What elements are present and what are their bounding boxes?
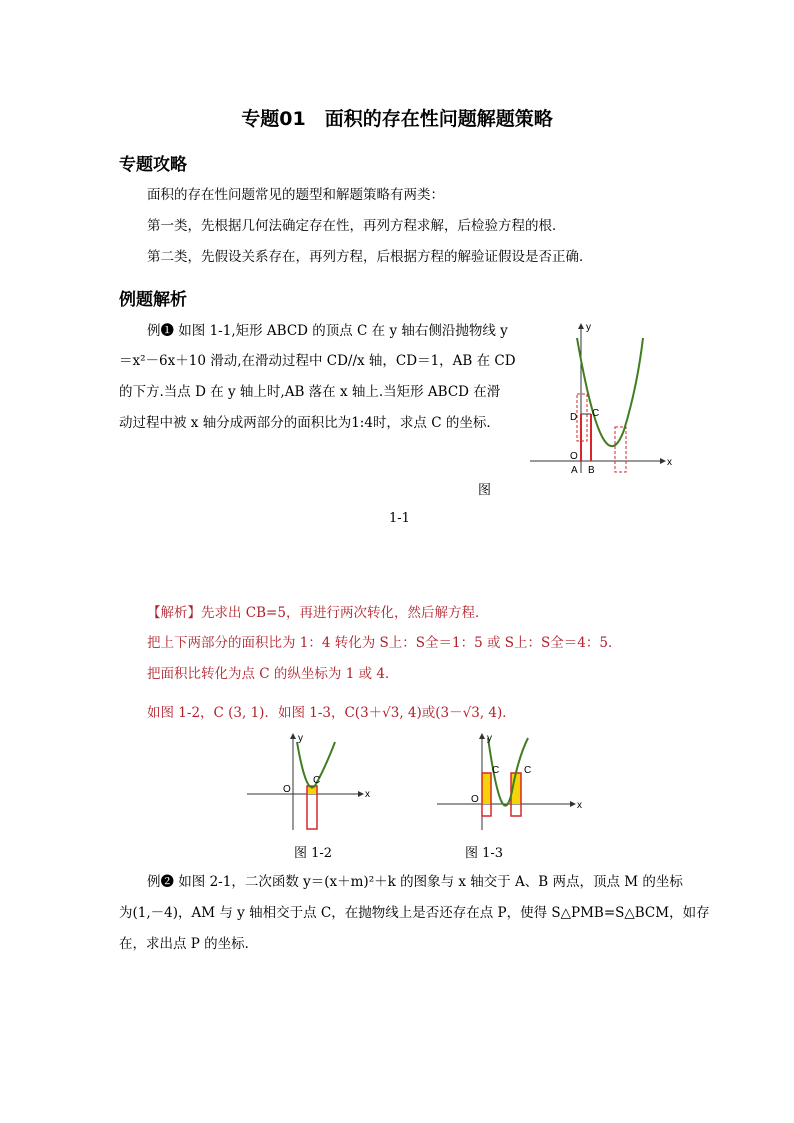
figure-1-2-caption: 图 1-2 — [294, 846, 333, 861]
example1-line-3: 的下方.当点 D 在 y 轴上时,AB 落在 x 轴上.当矩形 ABCD 在滑 — [119, 384, 501, 400]
label-c: C — [313, 775, 321, 786]
figure-1-1 — [525, 318, 675, 480]
label-a: A — [571, 465, 578, 476]
figure-1-1-caption-a: 图 — [478, 483, 492, 498]
strategy-line-3: 第二类，先假设关系存在，再列方程，后根据方程的解验证假设是否正确． — [147, 249, 593, 265]
figure-1-3-caption: 图 1-3 — [465, 846, 504, 861]
label-b: B — [588, 465, 595, 476]
example1-line-4: 动过程中被 x 轴分成两部分的面积比为1:4时，求点 C 的坐标． — [119, 415, 500, 431]
example1-line-2: ＝x²－6x＋10 滑动,在滑动过程中 CD//x 轴，CD＝1，AB 在 CD — [119, 353, 516, 369]
example1-line-1: 例❶ 如图 1-1,矩形 ABCD 的顶点 C 在 y 轴右侧沿抛物线 y — [147, 323, 508, 339]
label-y: y — [487, 733, 492, 744]
label-c-right: C — [524, 765, 532, 776]
label-y: y — [586, 322, 591, 333]
label-x: x — [577, 800, 582, 811]
label-o: O — [570, 451, 578, 462]
page-title: 专题01 面积的存在性问题解题策略 — [241, 108, 553, 130]
solution-line-3: 把面积比转化为点 C 的纵坐标为 1 或 4． — [147, 666, 399, 682]
figure-1-3 — [435, 730, 585, 834]
figure-1-2 — [245, 730, 375, 834]
section-heading-strategy: 专题攻略 — [119, 155, 187, 175]
example2-line-2: 为(1,－4)，AM 与 y 轴相交于点 C，在抛物线上是否还存在点 P，使得 S△PMB=S△BCM，如存 — [119, 905, 710, 921]
label-x: x — [667, 457, 672, 468]
yellow-region-left — [482, 773, 491, 804]
figure-1-1-caption-b: 1-1 — [389, 511, 410, 526]
label-x: x — [365, 789, 370, 800]
strategy-line-1: 面积的存在性问题常见的题型和解题策略有两类： — [147, 187, 444, 203]
section-heading-examples: 例题解析 — [119, 290, 187, 310]
label-c-left: C — [492, 765, 500, 776]
label-c: C — [592, 408, 600, 419]
strategy-line-2: 第一类，先根据几何法确定存在性，再列方程求解，后检验方程的根． — [147, 218, 566, 234]
solution-line-4: 如图 1-2，C (3, 1)．如图 1-3，C(3＋√3, 4)或(3－√3, 4)． — [147, 705, 516, 721]
example2-line-3: 在，求出点 P 的坐标． — [119, 936, 259, 952]
label-y: y — [298, 733, 303, 744]
dashed-rect-right — [615, 427, 626, 472]
solution-line-2: 把上下两部分的面积比为 1：4 转化为 S上：S全＝1：5 或 S上：S全＝4：5． — [147, 635, 622, 651]
label-d: D — [570, 412, 578, 423]
solution-line-1: 【解析】先求出 CB=5，再进行两次转化，然后解方程． — [147, 605, 489, 621]
example2-line-1: 例❷ 如图 2-1，二次函数 y＝(x＋m)²＋k 的图象与 x 轴交于 A、B 两点，顶点 M 的坐标 — [147, 874, 683, 890]
label-o: O — [471, 794, 479, 805]
label-o: O — [283, 784, 291, 795]
